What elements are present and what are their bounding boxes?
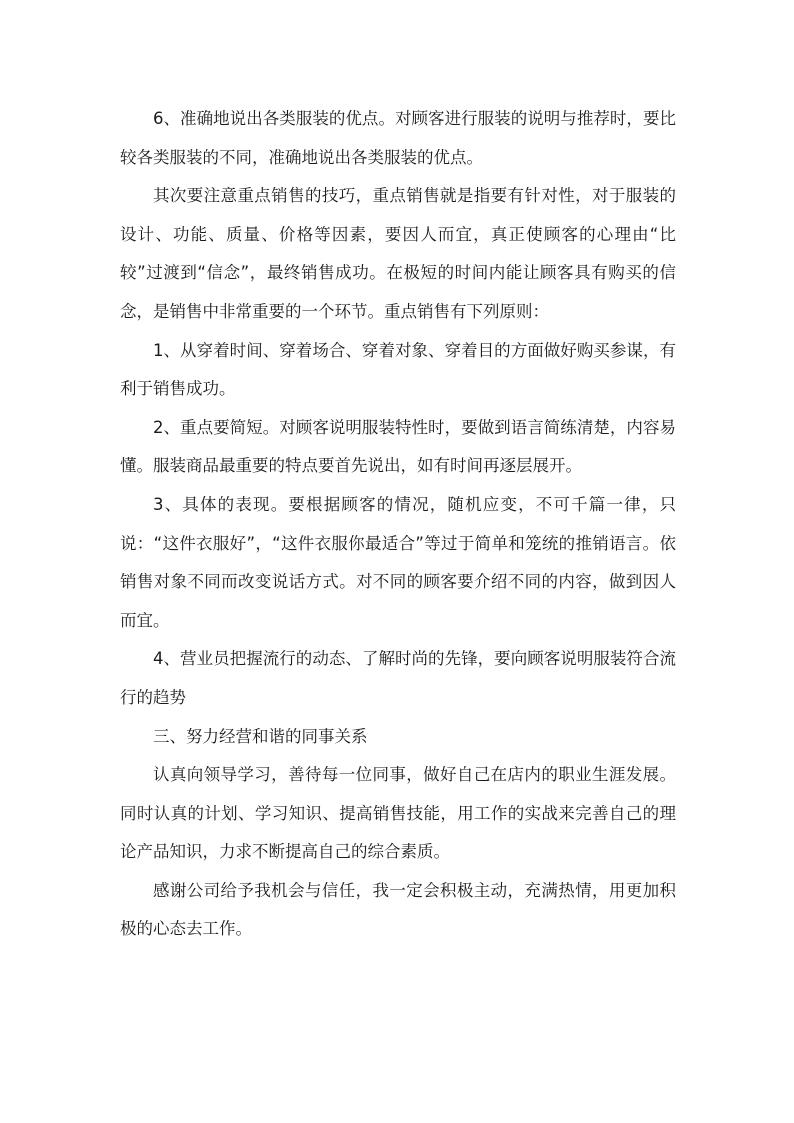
paragraph-key-selling: 其次要注意重点销售的技巧，重点销售就是指要有针对性，对于服装的设计、功能、质量、价格等因素，要因人而宜，真正使顾客的心理由“比较”过渡到“信念”，最终销售成功。在极短的时间内能让顾客具有购买的信念，是销售中非常重要的一个环节。重点销售有下列原则： xyxy=(120,186,676,321)
paragraph-principle-3: 3、具体的表现。要根据顾客的情况，随机应变，不可千篇一律，只说：“这件衣服好”，“这件衣服你最适合”等过于简单和笼统的推销语言。依销售对象不同而改变说话方式。对不同的顾客要介绍不同的内容，做到因人而宜。 xyxy=(120,494,676,630)
paragraph-tip-6: 6、准确地说出各类服装的优点。对顾客进行服装的说明与推荐时，要比较各类服装的不同，准确地说出各类服装的优点。 xyxy=(120,109,676,167)
paragraph-thanks: 感谢公司给予我机会与信任，我一定会积极主动，充满热情，用更加积极的心态去工作。 xyxy=(120,880,676,939)
paragraph-learning: 认真向领导学习，善待每一位同事，做好自己在店内的职业生涯发展。同时认真的计划、学习知识、提高销售技能，用工作的实战来完善自己的理论产品知识，力求不断提高自己的综合素质。 xyxy=(120,765,676,862)
paragraph-principle-2: 2、重点要简短。对顾客说明服装特性时，要做到语言简练清楚，内容易懂。服装商品最重要的特点要首先说出，如有时间再逐层展开。 xyxy=(120,417,676,476)
document-body xyxy=(120,100,676,949)
paragraph-principle-1: 1、从穿着时间、穿着场合、穿着对象、穿着目的方面做好购买参谋，有利于销售成功。 xyxy=(120,340,676,399)
section-heading-colleagues: 三、努力经营和谐的同事关系 xyxy=(153,726,368,746)
paragraph-principle-4: 4、营业员把握流行的动态、了解时尚的先锋，要向顾客说明服装符合流行的趋势 xyxy=(120,649,676,707)
